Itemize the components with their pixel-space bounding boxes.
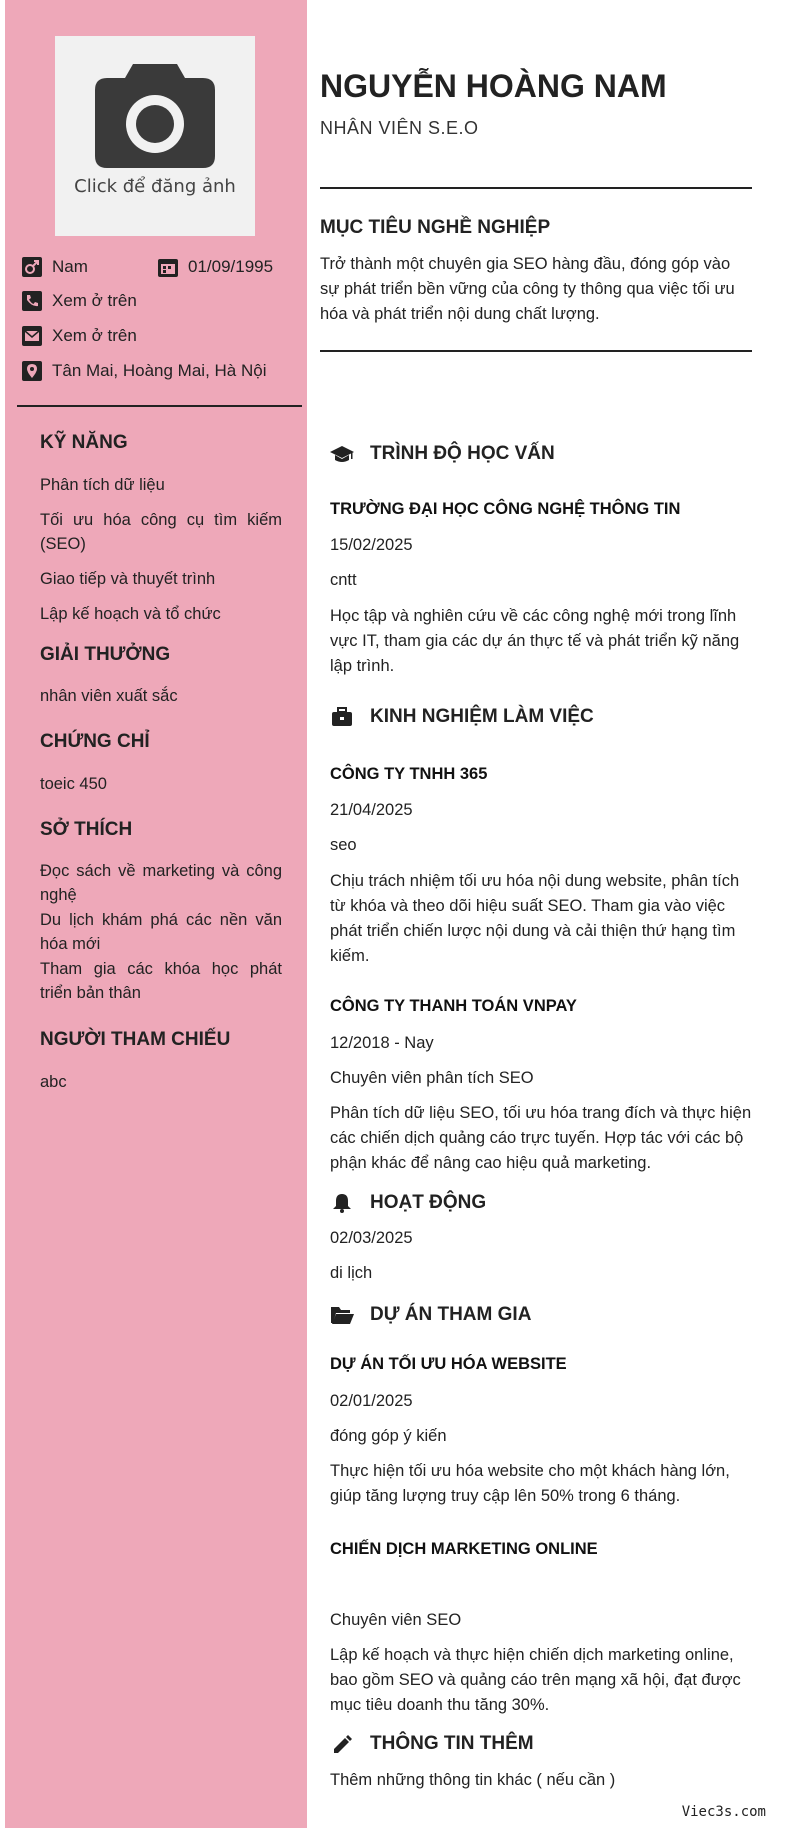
references-section bbox=[40, 1029, 282, 1051]
avatar-upload[interactable] bbox=[55, 36, 255, 236]
references-heading: NGƯỜI THAM CHIẾU bbox=[40, 1029, 231, 1050]
awards-heading: GIẢI THƯỞNG bbox=[40, 644, 171, 665]
activities-heading: HOẠT ĐỘNG bbox=[370, 1192, 487, 1213]
certificates-section bbox=[40, 731, 282, 753]
hobby-item: Đọc sách về marketing và công nghệ bbox=[40, 862, 282, 904]
sidebar-divider bbox=[17, 405, 302, 407]
project-description: Lập kế hoạch và thực hiện chiến dịch marketing online, bao gồm SEO và quảng cáo trên mạng xã hội, đạt được mục tiêu doanh thu tăng 30%. bbox=[330, 1646, 741, 1714]
birthday-value: 01/09/1995 bbox=[188, 257, 274, 276]
candidate-name: NGUYỄN HOÀNG NAM bbox=[320, 68, 667, 104]
project-name: CHIẾN DỊCH MARKETING ONLINE bbox=[330, 1540, 598, 1558]
education-heading: TRÌNH ĐỘ HỌC VẤN bbox=[370, 443, 555, 464]
education-major: cntt bbox=[330, 571, 357, 589]
education-description: Học tập và nghiên cứu về các công nghệ mới trong lĩnh vực IT, tham gia các dự án thực tế và phát triển kỹ năng lập trình. bbox=[330, 607, 740, 675]
gender-value: Nam bbox=[52, 257, 88, 276]
certificates-heading: CHỨNG CHỈ bbox=[40, 731, 150, 752]
additional-section-header bbox=[330, 1733, 534, 1755]
job-date: 12/2018 - Nay bbox=[330, 1034, 434, 1052]
objective-divider bbox=[320, 350, 752, 352]
job-company: CÔNG TY TNHH 365 bbox=[330, 765, 488, 783]
location-pin-icon bbox=[22, 361, 42, 381]
candidate-position: NHÂN VIÊN S.E.O bbox=[320, 118, 479, 138]
watermark: Viec3s.com bbox=[681, 1804, 766, 1820]
camera-icon bbox=[95, 64, 215, 168]
hobby-item: Tham gia các khóa học phát triển bản thân bbox=[40, 960, 282, 1002]
project-date: 02/01/2025 bbox=[330, 1392, 413, 1410]
project-role: đóng góp ý kiến bbox=[330, 1427, 447, 1445]
objective-heading: MỤC TIÊU NGHỀ NGHIỆP bbox=[320, 217, 551, 238]
skill-item: Lập kế hoạch và tổ chức bbox=[40, 605, 221, 623]
bell-icon bbox=[330, 1192, 354, 1214]
mail-icon bbox=[22, 326, 42, 346]
briefcase-icon bbox=[330, 706, 354, 728]
job-description: Chịu trách nhiệm tối ưu hóa nội dung website, phân tích từ khóa và theo dõi hiệu suất SEO. Tham gia vào việc phát triển chiến lược nội dung và cải thiện thứ hạng tìm kiếm. bbox=[330, 872, 740, 965]
additional-text: Thêm những thông tin khác ( nếu cần ) bbox=[330, 1771, 616, 1789]
reference-item: abc bbox=[40, 1073, 67, 1091]
skills-heading: KỸ NĂNG bbox=[40, 432, 128, 453]
phone-value: Xem ở trên bbox=[52, 291, 137, 310]
gender-icon bbox=[22, 257, 42, 277]
school-name: TRƯỜNG ĐẠI HỌC CÔNG NGHỆ THÔNG TIN bbox=[330, 500, 681, 518]
graduation-cap-icon bbox=[330, 443, 354, 465]
activities-section-header bbox=[330, 1192, 486, 1214]
photo-upload-label: Click để đăng ảnh bbox=[74, 176, 236, 197]
skill-item: Tối ưu hóa công cụ tìm kiếm (SEO) bbox=[40, 511, 282, 553]
job-description: Phân tích dữ liệu SEO, tối ưu hóa trang đích và thực hiện các chiến dịch quảng cáo trực tuyến. Hợp tác với các bộ phận khác để nâng cao hiệu quả marketing. bbox=[330, 1104, 752, 1172]
folder-open-icon bbox=[330, 1304, 354, 1326]
hobbies-heading: SỞ THÍCH bbox=[40, 819, 133, 840]
experience-heading: KINH NGHIỆM LÀM VIỆC bbox=[370, 706, 594, 727]
job-company: CÔNG TY THANH TOÁN VNPAY bbox=[330, 997, 577, 1015]
project-name: DỰ ÁN TỐI ƯU HÓA WEBSITE bbox=[330, 1355, 567, 1373]
email-info bbox=[22, 326, 137, 346]
job-role: seo bbox=[330, 836, 357, 854]
projects-section-header bbox=[330, 1304, 531, 1326]
header-divider bbox=[320, 187, 752, 189]
education-date: 15/02/2025 bbox=[330, 536, 413, 554]
skill-item: Phân tích dữ liệu bbox=[40, 476, 165, 494]
activity-text: di lịch bbox=[330, 1264, 373, 1282]
phone-info bbox=[22, 291, 137, 311]
education-section-header bbox=[330, 443, 555, 465]
additional-heading: THÔNG TIN THÊM bbox=[370, 1733, 534, 1754]
phone-icon bbox=[22, 291, 42, 311]
project-description: Thực hiện tối ưu hóa website cho một khách hàng lớn, giúp tăng lượng truy cập lên 50% trong 6 tháng. bbox=[330, 1462, 730, 1505]
project-role: Chuyên viên SEO bbox=[330, 1611, 462, 1629]
pencil-icon bbox=[330, 1733, 354, 1755]
birthday-info bbox=[158, 257, 273, 277]
email-value: Xem ở trên bbox=[52, 326, 137, 345]
calendar-icon bbox=[158, 257, 178, 277]
activity-date: 02/03/2025 bbox=[330, 1229, 413, 1247]
gender-info bbox=[22, 257, 88, 277]
job-date: 21/04/2025 bbox=[330, 801, 413, 819]
awards-section bbox=[40, 644, 282, 666]
objective-text: Trở thành một chuyên gia SEO hàng đầu, đóng góp vào sự phát triển bền vững của công ty thông qua việc tối ưu hóa và phát triển nội dung chất lượng. bbox=[320, 255, 735, 323]
address-value: Tân Mai, Hoàng Mai, Hà Nội bbox=[52, 361, 267, 380]
hobby-item: Du lịch khám phá các nền văn hóa mới bbox=[40, 911, 282, 953]
award-item: nhân viên xuất sắc bbox=[40, 687, 178, 705]
address-info bbox=[22, 361, 266, 381]
experience-section-header bbox=[330, 706, 594, 728]
skills-section bbox=[40, 432, 282, 454]
job-role: Chuyên viên phân tích SEO bbox=[330, 1069, 534, 1087]
skill-item: Giao tiếp và thuyết trình bbox=[40, 570, 216, 588]
certificate-item: toeic 450 bbox=[40, 775, 107, 793]
hobbies-section bbox=[40, 819, 282, 841]
projects-heading: DỰ ÁN THAM GIA bbox=[370, 1304, 532, 1325]
